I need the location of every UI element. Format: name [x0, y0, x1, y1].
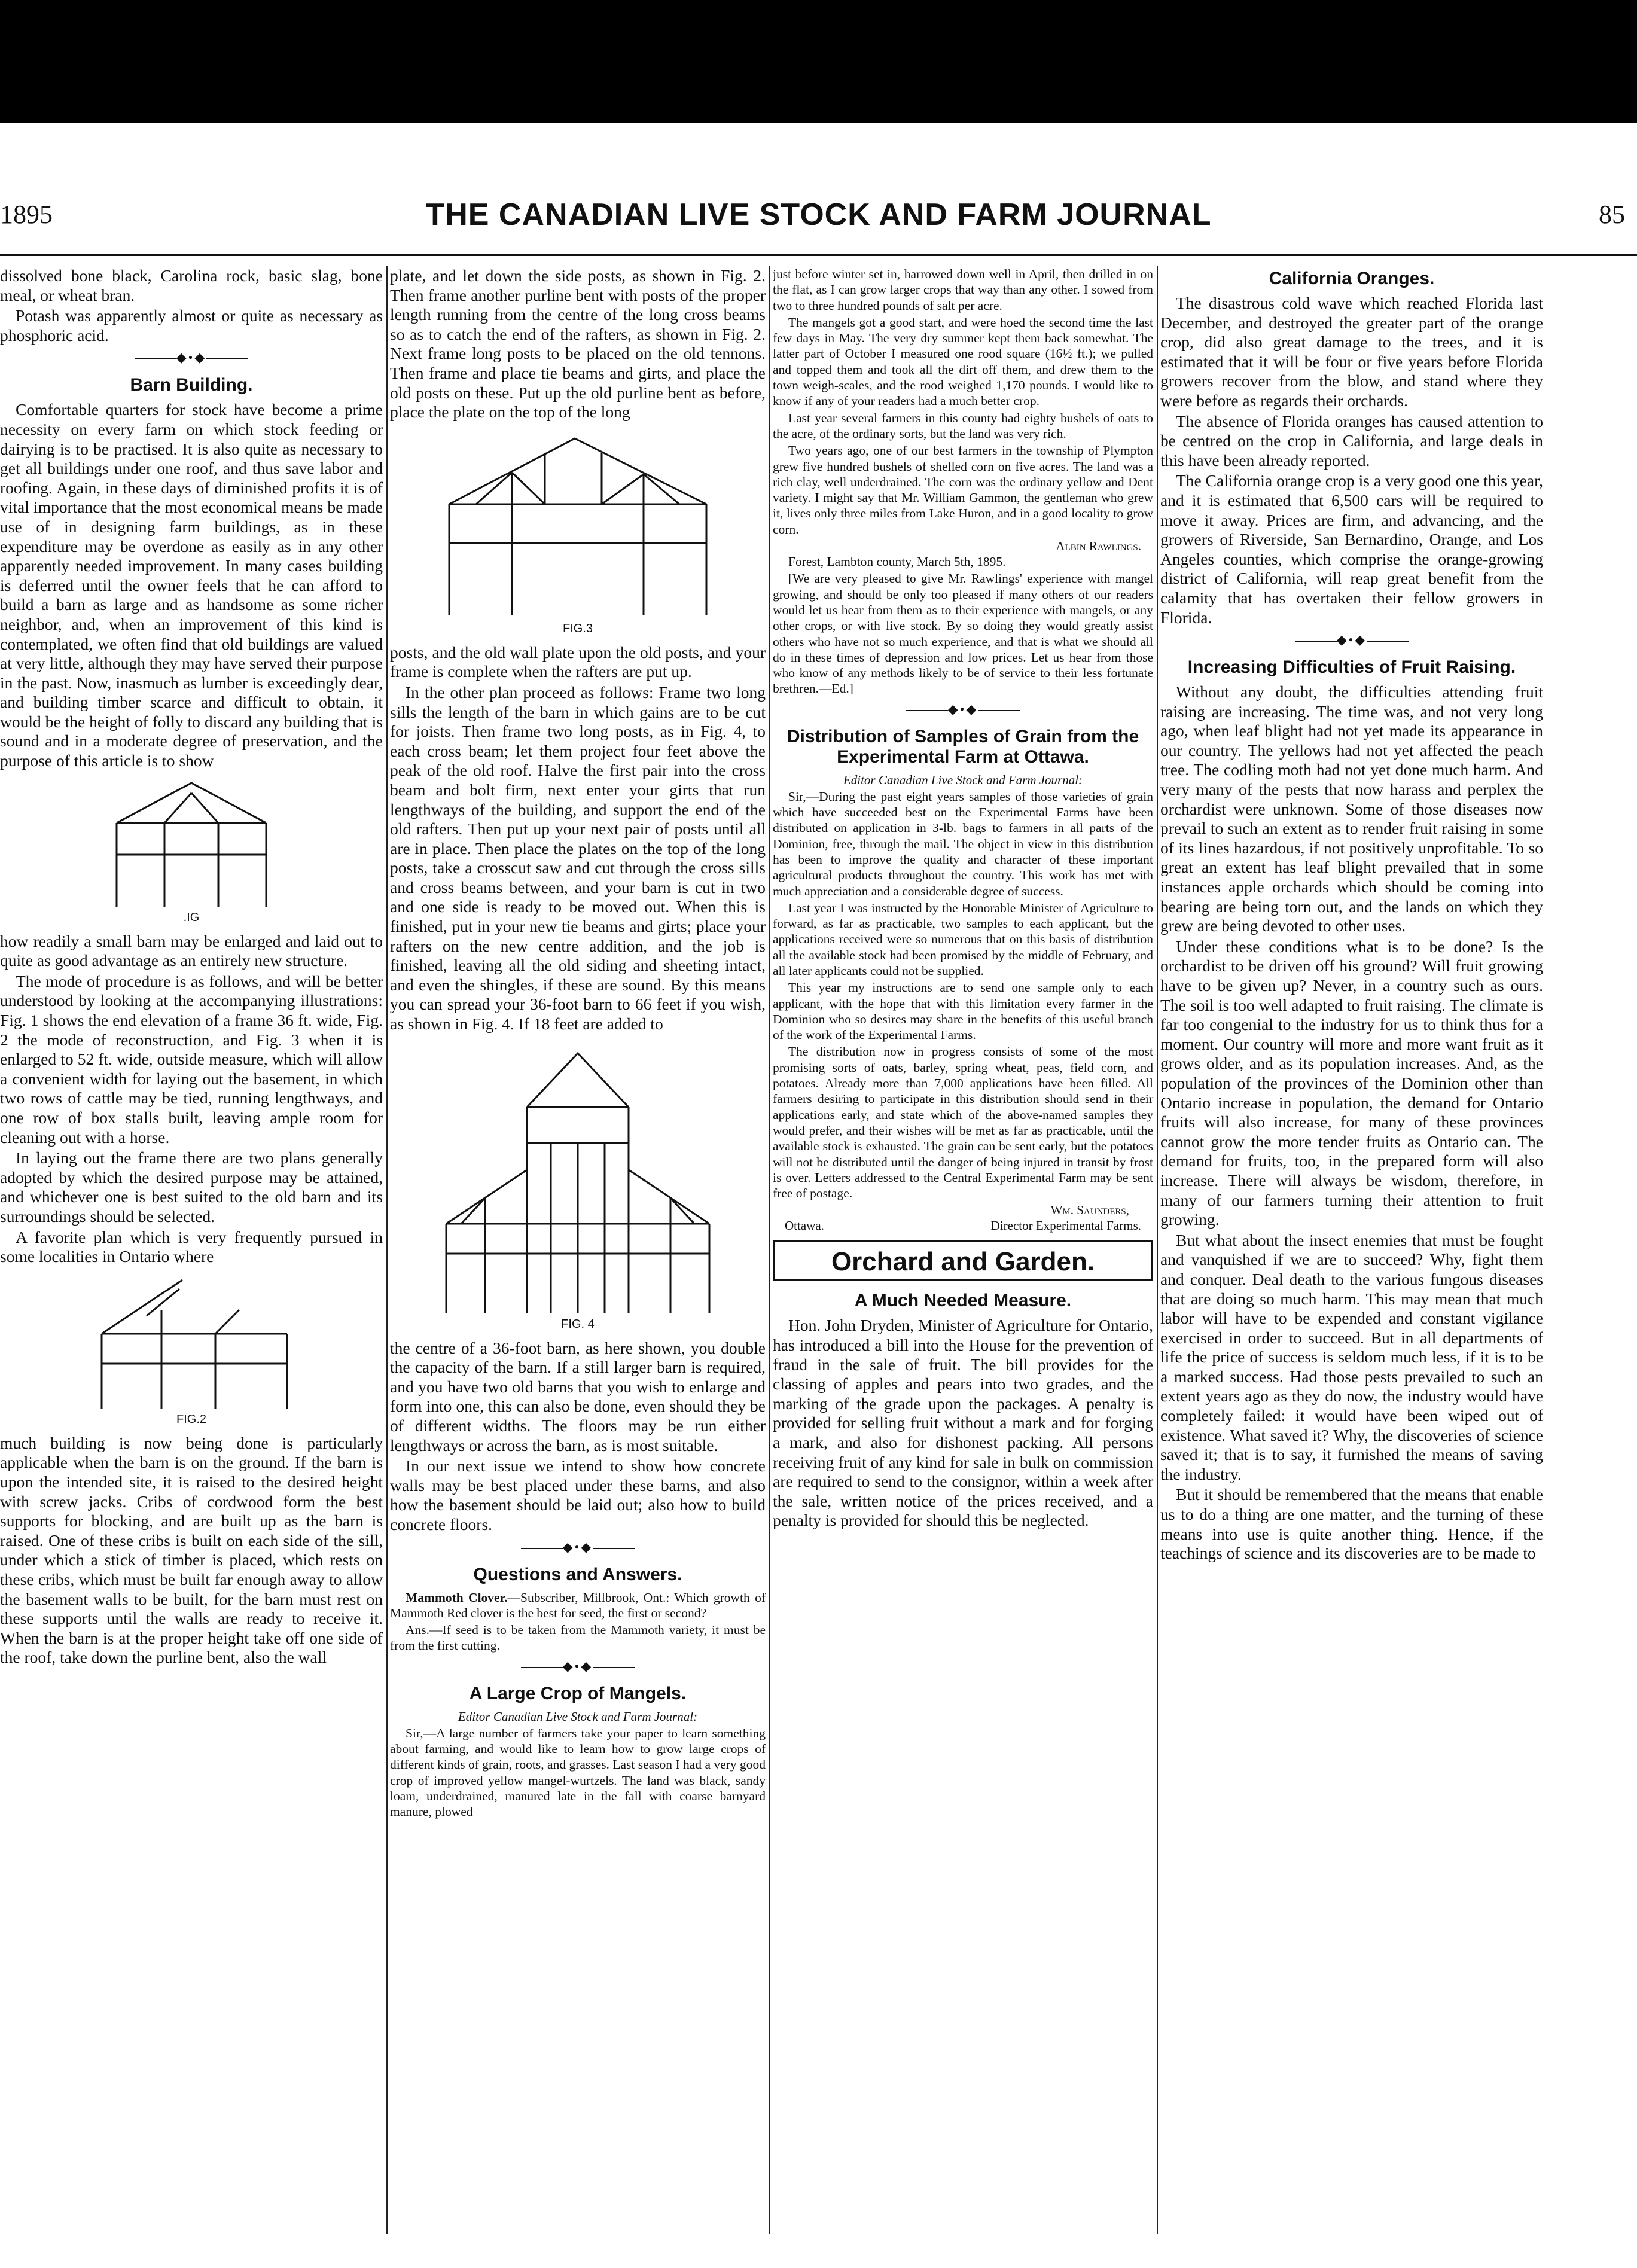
section-divider: ◆•◆ — [1160, 632, 1543, 648]
question-text: —Subscriber, Millbrook, Ont.: Which growth of Mammoth Red clover is the best for seed, the first or second? — [390, 1590, 766, 1620]
signature-role: Director Experimental Farms. — [990, 1218, 1141, 1233]
column-1 — [0, 266, 383, 2240]
page-number: 85 — [1599, 200, 1625, 229]
paragraph: This year my instructions are to send one sample only to each applicant, with the hope that with this limitation every farmer in the Dominion who so desires may share in the benefits of this useful branch of the work of the Experimental Farms. — [773, 980, 1153, 1042]
figure-3 — [390, 429, 766, 636]
scan-top-black-band — [0, 0, 1637, 123]
paragraph: The disastrous cold wave which reached Florida last December, and destroyed the greater part of the orange crop, did also great damage to the trees, and it is estimated that it will be four or five years before Florida growers recover from the blow, and stand where they were before as regards their orchards. — [1160, 294, 1543, 410]
section-divider: ◆•◆ — [390, 1659, 766, 1674]
article-title-fruit-raising: Increasing Difficulties of Fruit Raising. — [1187, 657, 1516, 678]
column-2 — [390, 266, 766, 2240]
paragraph: The absence of Florida oranges has caused attention to be centred on the crop in California, and large deals in this have been already reported. — [1160, 411, 1543, 470]
paragraph: how readily a small barn may be enlarged and laid out to quite as good advantage as an entirely new structure. — [0, 931, 383, 970]
paragraph: Comfortable quarters for stock have become a prime necessity on every farm on which stock feeding or dairying is to be practised. It is also quite as necessary to get all buildings under one roof, and thus save labor and roofing. Again, in these days of diminished profits it is of vital importance that the most economical means be made use of in designing farm buildings, as in these expenditure may be overdone as easily as in any other apparently needed improvement. In many cases building is deferred until the owner feels that he can afford to build a barn as large and as handsome as some richer neighbor, and, when an improvement of this kind is contemplated, we often find that old buildings are valued at very little, although they may have served their purpose in the past. Now, inasmuch as lumber is exceedingly dear, and building timber scarce and difficult to obtain, it would be the height of folly to discard any building that is sound and in a moderate degree of preservation, and the purpose of this article is to show — [0, 400, 383, 770]
article-title-mangels: A Large Crop of Mangels. — [469, 1683, 687, 1703]
paragraph: Last year I was instructed by the Honorable Minister of Agriculture to forward, as far as practicable, two samples to each applicant, but the applications received were so numerous that on this basis of distribution all the available stock had been promised by the middle of February, and all later applicants could not be supplied. — [773, 900, 1153, 978]
paragraph: just before winter set in, harrowed down well in April, then drilled in on the flat, as I can grow larger crops that way than any other. I sowed from two to three hundred pounds of salt per acre. — [773, 267, 1153, 313]
figure-2 — [0, 1274, 383, 1426]
column-rule — [1157, 266, 1158, 2234]
paragraph: The mode of procedure is as follows, and will be better understood by looking at the accompanying illustrations: Fig. 1 shows the end elevation of a frame 36 ft. wide, Fig. 2 the mode of reconstruction, and Fig. 3 when it is enlarged to 52 ft. wide, outside measure, which will allow a convenient width for laying out the basement, in which two rows of cattle may be tied, running lengthways, and one row of box stalls built, leaving ample room for cleaning out with a horse. — [0, 971, 383, 1147]
column-4 — [1160, 266, 1543, 2240]
article-title-measure: A Much Needed Measure. — [854, 1291, 1072, 1311]
letter-salutation: Editor Canadian Live Stock and Farm Journal: — [458, 1709, 698, 1724]
article-title-barn-building: Barn Building. — [130, 375, 253, 395]
paragraph: much building is now being done is particularly applicable when the barn is on the ground. If the barn is upon the intended site, it is raised to the desired height with screw jacks. Cribs of cordwood form the best supports for blocking, and are built up as the barn is raised. One of these cribs is built on each side of the sill, under which a stick of timber is placed, which rests on these cribs, which must be built far enough away to allow the basement walls to be built, for the barn must rest on these supports until the walls are ready to receive it. When the barn is at the proper height take off one side of the roof, take down the purline bent, also the wall — [0, 1433, 383, 1667]
figure-caption: FIG.2 — [176, 1412, 206, 1426]
paragraph: Two years ago, one of our best farmers in the township of Plympton grew five hundred bushels of shelled corn on five acres. The land was a rich clay, well underdrained. The corn was the ordinary yellow and Dent variety. I might say that Mr. William Gammon, the gentleman who grew it, lives only three miles from Lake Huron, and in a good locality to grow corn. — [773, 443, 1153, 536]
paragraph: Sir,—During the past eight years samples of those varieties of grain which have succeeded best on the Experimental Farms have been distributed on application in 3-lb. bags to farmers in all parts of the Dominion, free, through the mail. The object in view in this distribution has been to improve the quality and character of these important agricultural products throughout the country. This work has met with much appreciation and a considerable degree of success. — [773, 789, 1153, 898]
letter-salutation: Editor Canadian Live Stock and Farm Journal: — [843, 772, 1083, 787]
barn-frame-drawing — [437, 1041, 718, 1316]
section-divider: ◆•◆ — [0, 350, 383, 365]
editor-note: [We are very pleased to give Mr. Rawlings' experience with mangel growing, and should be only too pleased if many others of our readers would let us hear from them as to their experience with mangels, or any other crops, or with live stock. By so doing they would greatly assist others who have not so much experience, and that is what we should all do in these times of depression and low prices. Let us hear from those who know of any methods likely to be of service to their less fortunate brethren.—Ed.] — [773, 571, 1153, 696]
barn-frame-drawing — [90, 1274, 293, 1412]
question-lead: Mammoth Clover. — [406, 1590, 508, 1605]
paragraph: posts, and the old wall plate upon the old posts, and your frame is complete when the rafters are put up. — [390, 642, 766, 681]
paragraph: dissolved bone black, Carolina rock, basic slag, bone meal, or wheat bran. — [0, 266, 383, 304]
column-3 — [773, 266, 1153, 2240]
paragraph: Potash was apparently almost or quite as necessary as phosphoric acid. — [0, 306, 383, 345]
column-rule — [386, 266, 388, 2234]
answer-paragraph: Ans.—If seed is to be taken from the Mammoth variety, it must be from the first cutting. — [390, 1623, 766, 1653]
paragraph: the centre of a 36-foot barn, as here shown, you double the capacity of the barn. If a still larger barn is required, and you have two old barns that you wish to enlarge and form into one, this can also be done, even should they be of different widths. The floors may be run either lengthways or across the barn, as is most suitable. — [390, 1338, 766, 1455]
paragraph: But what about the insect enemies that must be fought and vanquished if we are to succeed? Why, fight them and conquer. Deal death to the various fungous diseases that are doing so much harm. This may mean that much labor will have to be expended and constant vigilance exercised in order to succeed. But in all departments of life the price of success is seldom much less, if it is to be a marked success. Had those pests prevailed to such an extent years ago as they do now, the industry would have completely failed: it would have been wiped out of existence. What saved it? Why, the discoveries of science saved it; that is to say, it furnished the means of saving the industry. — [1160, 1230, 1543, 1483]
dateline: Forest, Lambton county, March 5th, 1895. — [788, 554, 1006, 569]
signature-place: Ottawa. — [785, 1218, 824, 1233]
paragraph: Last year several farmers in this county had eighty bushels of oats to the acre, of the ordinary sorts, but the land was very rich. — [773, 410, 1153, 441]
header-rule — [0, 254, 1637, 256]
section-banner — [773, 1240, 1153, 1281]
signature: Albin Rawlings. — [1056, 539, 1141, 554]
paragraph: Under these conditions what is to be done? Is the orchardist to be driven off his ground? Will fruit growing have to be given up? Never, in a country such as ours. The soil is too well adapted to fruit raising. The climate is far too congenial to the industry for us to think thus for a moment. Our country will more and more want fruit as it grows older, and as its population increases. And, as the population of the provinces of the Dominion other than Ontario increase in population, the demand for Ontario fruits will also increase, for many of these provinces cannot grow the more tender fruits as Ontario can. The demand for fruits, too, in the prepared form will also increase. There will always be wisdom, therefore, in many of our farmers turning their attention to fruit growing. — [1160, 937, 1543, 1229]
barn-frame-drawing — [111, 778, 272, 910]
paragraph: Without any doubt, the difficulties attending fruit raising are increasing. The time was, and not very long ago, when leaf blight had not yet made its appearance in our country. The yellows had not yet affected the peach tree. The codling moth had not yet done much harm. And very many of the pests that now harass and perplex the orchardist were unknown. Some of those diseases now prevail to such an extent as to render fruit raising in some of its lines hazardous, if not positively unprofitable. To so great an extent has leaf blight prevailed that in some instances apple orchards which should be coming into bearing are being torn out, and the lands on which they grew are being devoted to other uses. — [1160, 682, 1543, 935]
figure-caption: .IG — [183, 910, 200, 924]
page-year: 1895 — [0, 200, 53, 229]
barn-frame-drawing — [440, 429, 715, 621]
question-paragraph — [390, 1590, 766, 1621]
paragraph: The mangels got a good start, and were hoed the second time the last few days in May. The very dry summer kept them back somewhat. The latter part of October I measured one rood square (16½ ft.); we pulled and topped them and took all the dirt off them, and drew them to the town weigh-scales, and the rood weighed 1,170 pounds. I would like to know if any of your readers had a much better crop. — [773, 315, 1153, 409]
figure-caption: FIG. 4 — [561, 1317, 595, 1331]
paragraph: In laying out the frame there are two plans generally adopted by which the desired purpose may be attained, and whichever one is best suited to the old barn and its surroundings should be selected. — [0, 1148, 383, 1226]
figure-caption: FIG.3 — [562, 621, 593, 635]
paragraph: In our next issue we intend to show how concrete walls may be best placed under these barns, and also how the basement should be laid out; also how to build concrete floors. — [390, 1456, 766, 1534]
section-divider: ◆•◆ — [773, 702, 1153, 717]
journal-title: THE CANADIAN LIVE STOCK AND FARM JOURNAL — [425, 197, 1212, 232]
signature-line — [773, 1218, 1153, 1233]
signature: Wm. Saunders, — [1050, 1203, 1129, 1218]
section-divider: ◆•◆ — [390, 1540, 766, 1555]
paragraph: The California orange crop is a very good one this year, and it is estimated that 6,500 cars will be required to move it away. Prices are firm, and advancing, and the growers of Riverside, San Bernardino, Orange, and Los Angeles counties, which comprise the orange-growing district of California, will reap great benefit from the calamity that has overtaken their fellow growers in Florida. — [1160, 471, 1543, 627]
figure-4 — [390, 1041, 766, 1331]
running-head — [0, 194, 1637, 242]
paragraph: But it should be remembered that the means that enable us to do a thing are one matter, and the turning of these means into use is quite another thing. Hence, if the teachings of science and its discoveries are to be made to — [1160, 1485, 1543, 1563]
paragraph: In the other plan proceed as follows: Frame two long sills the length of the barn in which gains are to be cut for joists. Then frame two long posts, as in Fig. 4, to each cross beam; let them project four feet above the peak of the old roof. Halve the first pair into the cross beam and bolt firm, next enter your girts that run lengthways of the building, and support the end of the old rafters. Then put up your next pair of posts until all are in place. Then place the plates on the top of the long posts, take a crosscut saw and cut through the cross sills and cross beams between, and your barn is cut in two and one side is ready to be moved out. When this is finished, put in your new tie beams and girts; place your rafters on the new centre addition, and the job is finished, leaving all the old siding and sheeting intact, and even the shingles, if these are sound. By this means you can spread your 36-foot barn to 66 feet if you wish, as shown in Fig. 4. If 18 feet are added to — [390, 682, 766, 1034]
paragraph: The distribution now in progress consists of some of the most promising sorts of oats, barley, spring wheat, peas, field corn, and potatoes. Already more than 7,000 applications have been filled. All farmers desiring to participate in this distribution should send in their applications early, and state which of the above-named samples they would prefer, and their wishes will be met as far as practicable, until the available stock is exhausted. The grain can be sent early, but the potatoes will not be distributed until the danger of being injured in transit by frost is over. Letters addressed to the Central Experimental Farm may be sent free of postage. — [773, 1044, 1153, 1201]
paragraph: A favorite plan which is very frequently pursued in some localities in Ontario where — [0, 1227, 383, 1266]
section-title-orchard-garden: Orchard and Garden. — [831, 1247, 1095, 1277]
article-title-distribution: Distribution of Samples of Grain from the Experimental Farm at Ottawa. — [787, 726, 1139, 767]
paragraph: Hon. John Dryden, Minister of Agriculture for Ontario, has introduced a bill into the House for the prevention of fraud in the sale of fruit. The bill provides for the classing of apples and pears into two grades, and the marking of the grade upon the packages. A penalty is provided for selling fruit without a mark and for forging a mark, and also for dishonest packing. All persons receiving fruit of any kind for sale in bulk on commission are required to send to the consignor, within a week after the sale, written notice of the prices received, and a penalty is provided for should this be neglected. — [773, 1316, 1153, 1530]
figure-1 — [0, 778, 383, 925]
article-title-california-oranges: California Oranges. — [1269, 269, 1435, 288]
article-title-questions: Questions and Answers. — [473, 1564, 682, 1584]
paragraph: Sir,—A large number of farmers take your paper to learn something about farming, and would like to learn how to grow large crops of different kinds of grain, roots, and grasses. Last season I had a very good crop of improved yellow mangel-wurtzels. The land was black, sandy loam, underdrained, manured late in the fall with coarse barnyard manure, plowed — [390, 1726, 766, 1819]
column-rule — [769, 266, 770, 2234]
paragraph: plate, and let down the side posts, as shown in Fig. 2. Then frame another purline bent with posts of the proper length running from the centre of the long cross beams so as to catch the end of the rafters, as shown in Fig. 2. Next frame long posts to be placed on the old tennons. Then frame and place tie beams and girts, and place the old posts on these. Put up the old purline bent as before, place the plate on the top of the long — [390, 266, 766, 422]
